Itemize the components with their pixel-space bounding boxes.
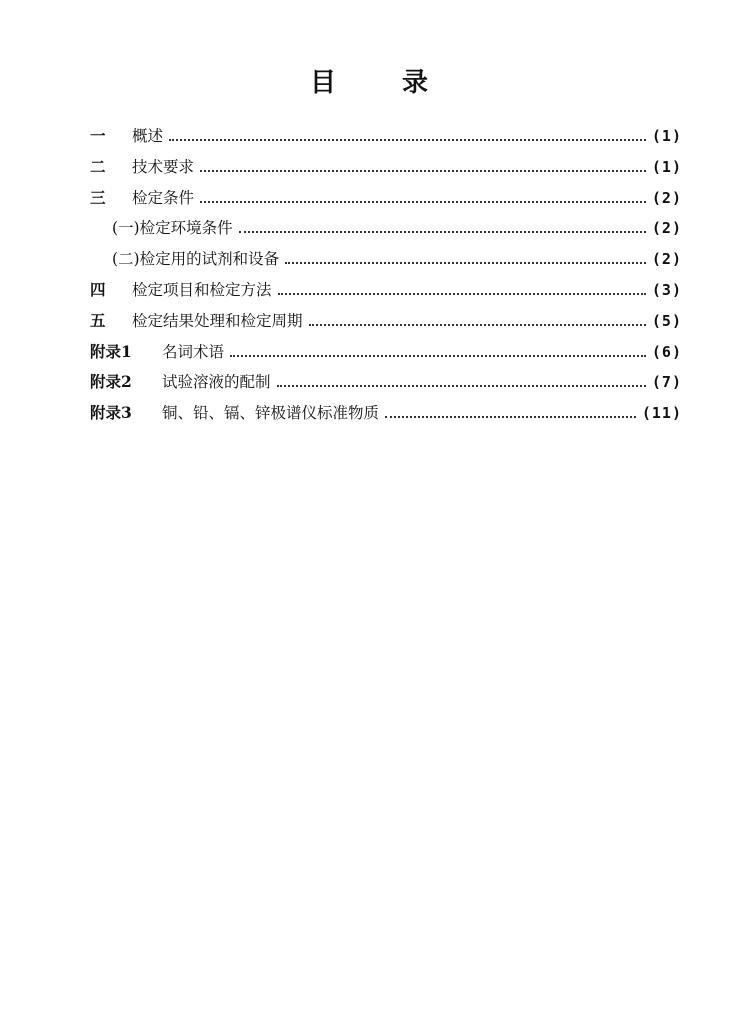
toc-entry-label: 检定结果处理和检定周期 [132,311,303,330]
title-char-2: 录 [401,68,428,98]
toc-entry-page: (5) [651,311,682,330]
toc-entry-technical-requirements[interactable] [90,155,682,186]
toc-entry-label: 名词术语 [162,342,225,361]
toc-entry-verification-conditions[interactable] [90,186,682,217]
toc-entry-label: (一)检定环境条件 [112,219,233,238]
toc-entry-appendix-3[interactable] [90,401,682,432]
toc-entry-number: 五 [90,310,106,330]
toc-entry-number: 一 [90,126,106,145]
toc-entry-overview[interactable] [90,124,682,155]
table-of-contents [90,124,682,432]
dot-leader [278,292,646,295]
dot-leader [230,354,646,357]
toc-entry-reagents-equipment[interactable] [90,247,682,278]
toc-entry-label: 检定项目和检定方法 [132,280,272,299]
toc-entry-page: (3) [651,280,682,299]
dot-leader [385,415,636,418]
toc-entry-page: (1) [651,127,682,145]
dot-leader [169,138,646,141]
dot-leader [200,169,646,172]
toc-entry-results-and-period[interactable] [90,309,682,340]
toc-entry-label: 检定条件 [132,188,195,207]
dot-leader [200,200,646,203]
toc-entry-page: (7) [651,373,682,392]
toc-entry-page: (2) [651,219,682,238]
toc-entry-label: 技术要求 [132,157,195,176]
page-title [0,62,738,99]
toc-entry-environment-conditions[interactable] [90,216,682,247]
toc-entry-number: 附录1 [90,341,132,361]
toc-entry-number: 附录3 [90,403,132,423]
dot-leader [239,230,646,233]
dot-leader [285,261,646,264]
toc-entry-label: 铜、铅、镉、锌极谱仪标准物质 [162,404,380,423]
toc-entry-appendix-1[interactable] [90,340,682,371]
toc-entry-page: (2) [651,188,682,207]
dot-leader [309,323,646,326]
toc-entry-label: 试验溶液的配制 [162,373,271,392]
dot-leader [277,384,646,387]
toc-entry-page: (1) [651,157,682,176]
toc-entry-number: 四 [90,279,106,299]
toc-entry-label: (二)检定用的试剂和设备 [112,250,280,269]
toc-entry-appendix-2[interactable] [90,370,682,401]
toc-entry-number: 三 [90,187,106,207]
title-char-1: 目 [309,68,336,98]
toc-entry-number: 二 [90,156,106,176]
toc-entry-page: (11) [641,404,682,423]
toc-entry-number: 附录2 [90,372,132,392]
toc-entry-verification-items-methods[interactable] [90,278,682,309]
toc-entry-label: 概述 [132,127,164,145]
toc-entry-page: (6) [651,342,682,361]
toc-entry-page: (2) [651,250,682,269]
